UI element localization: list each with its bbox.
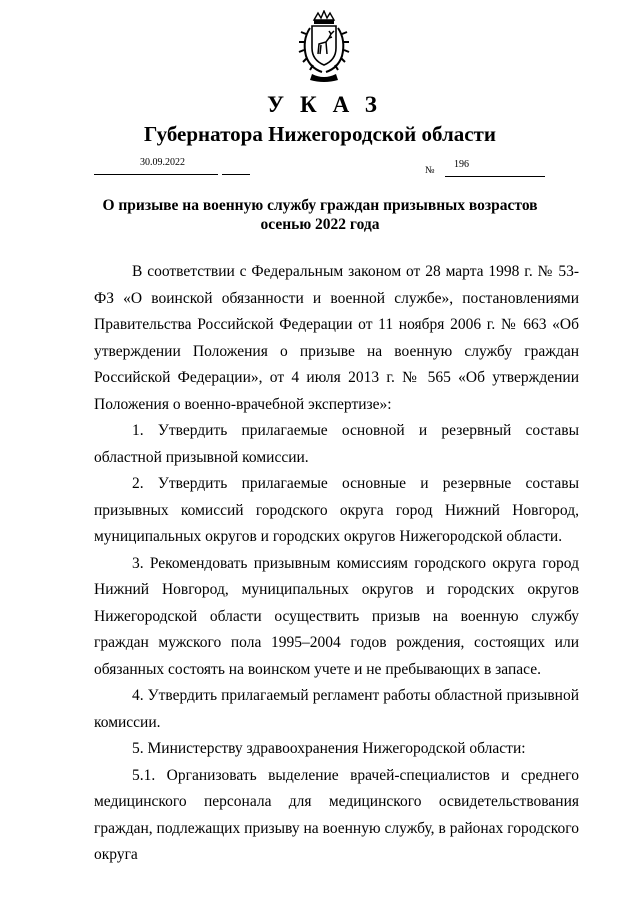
subject-line-2: осенью 2022 года [260, 216, 380, 233]
coat-of-arms-icon [296, 10, 352, 84]
issuer-title: Губернатора Нижегородской области [144, 122, 496, 146]
body-paragraph-2: 2. Утвердить прилагаемые основные и резервные составы призывных комиссий городского округа город Нижний Новгород, муниципальных округов и городских округов Нижегородской области. [94, 475, 579, 545]
number-sign: № [425, 165, 435, 176]
document-date: 30.09.2022 [140, 157, 185, 168]
body-paragraph-1: 1. Утвердить прилагаемые основной и резервный составы областной призывной комиссии. [94, 422, 579, 466]
date-underline [94, 174, 218, 175]
document-body [94, 259, 579, 869]
subject-line-1: О призыве на военную службу граждан призывных возрастов [102, 197, 538, 214]
body-paragraph-5: 5. Министерству здравоохранения Нижегородской области: [132, 740, 526, 757]
body-paragraph-3: 3. Рекомендовать призывным комиссиям городского округа город Нижний Новгород, муниципальных округов и городских округов Нижегородской области осуществить призыв на военную службу граждан мужского пола 1995–2004 годов рождения, состоящих или обязанных состоять на воинском учете и не пребывающих в запасе. [94, 554, 579, 678]
document-type-title: УКАЗ [267, 92, 393, 117]
body-paragraph-5-1: 5.1. Организовать выделение врачей-специалистов и среднего медицинского персонала для медицинского освидетельствования граждан, подлежащих призыву на военную службу, в районах городского округа [94, 766, 579, 863]
number-underline [445, 176, 545, 177]
document-subject [80, 196, 560, 234]
body-paragraph-4: 4. Утвердить прилагаемый регламент работы областной призывной комиссии. [94, 687, 579, 731]
date-underline-short [222, 174, 250, 175]
body-paragraph-preamble: В соответствии с Федеральным законом от 28 марта 1998 г. № 53-ФЗ «О воинской обязанности и военной службе», постановлениями Правительства Российской Федерации от 11 ноября 2006 г. № 663 «Об утверждении Положения о призыве на военную службу граждан Российской Федерации», от 4 июля 2013 г. № 565 «Об утверждении Положения о военно-врачебной экспертизе»: [94, 263, 579, 413]
document-number: 196 [454, 159, 469, 170]
